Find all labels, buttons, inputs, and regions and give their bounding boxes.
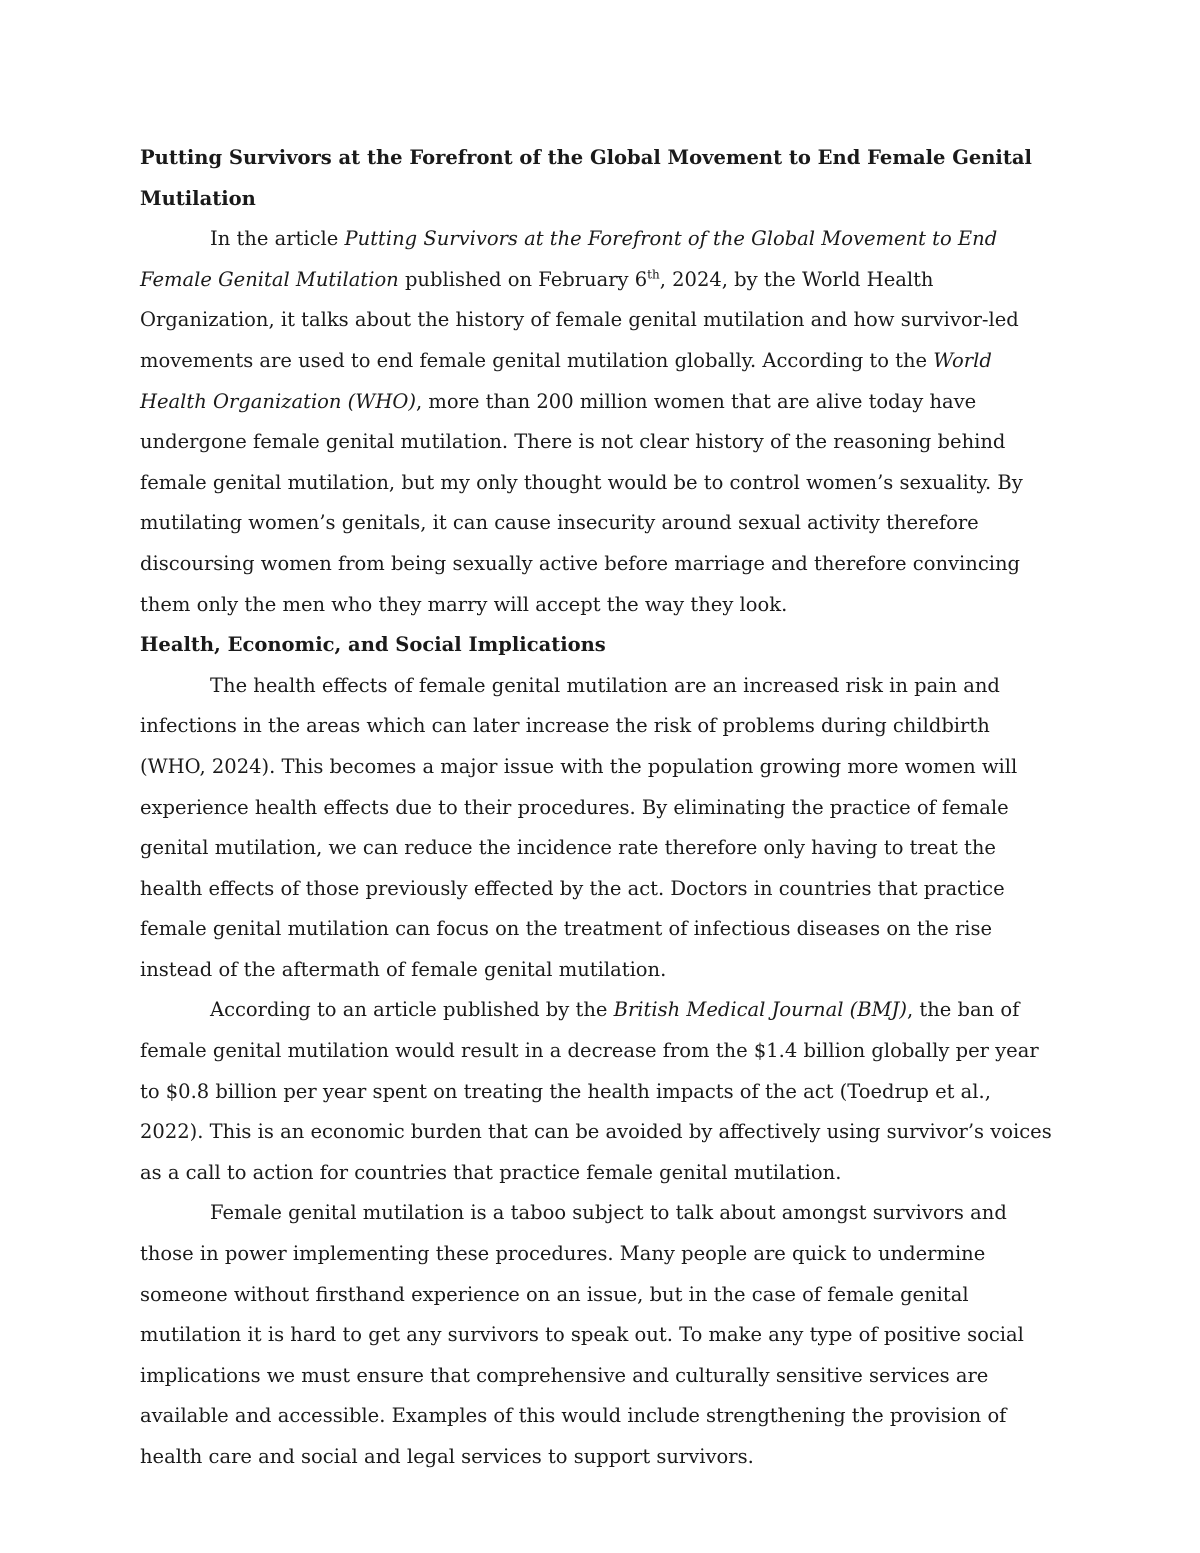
- intro-text-4: , more than 200 million women that are alive today have undergone female genital mutilation. There is not clear history of the reasoning behind female genital mutilation, but my only thought would be to control women’s sexuality. By mutilating women’s genitals, it can cause insecurity around sexual activity therefore discoursing women from being sexually active before marriage and therefore convincing them only the men who they marry will accept the way they look.: [140, 389, 1023, 616]
- intro-paragraph: [140, 219, 1060, 625]
- document-title: Putting Survivors at the Forefront of the Global Movement to End Female Genital Mutilation: [140, 146, 1032, 210]
- intro-text-3: , 2024, by the World Health Organization, it talks about the history of female genital mutilation and how survivor-led movements are used to end female genital mutilation globally. According to the: [140, 267, 1019, 372]
- social-paragraph: Female genital mutilation is a taboo subject to talk about amongst survivors and those in power implementing these procedures. Many people are quick to undermine someone without firsthand experience on an issue, but in the case of female genital mutilation it is hard to get any survivors to speak out. To make any type of positive social implications we must ensure that comprehensive and culturally sensitive services are available and accessible. Examples of this would include strengthening the provision of health care and social and legal services to support survivors.: [140, 1201, 1024, 1468]
- economic-paragraph: [140, 990, 1060, 1193]
- economic-text-1: According to an article published by the: [210, 998, 614, 1022]
- article-title-italic: Putting Survivors at the Forefront of the Global Movement to End Female Genital Mutilation: [140, 227, 998, 291]
- date-superscript: th: [647, 267, 660, 282]
- section-heading: Health, Economic, and Social Implications: [140, 633, 606, 657]
- journal-italic: British Medical Journal (BMJ): [613, 998, 907, 1022]
- intro-text-1: In the article: [210, 227, 345, 251]
- economic-text-2: , the ban of female genital mutilation would result in a decrease from the $1.4 billion globally per year to $0.8 billion per year spent on treating the health impacts of the act (Toedrup et al., 2022). This is an economic burden that can be avoided by affectively using survivor’s voices as a call to action for countries that practice female genital mutilation.: [140, 998, 1052, 1184]
- health-paragraph: The health effects of female genital mutilation are an increased risk in pain and infections in the areas which can later increase the risk of problems during childbirth (WHO, 2024). This becomes a major issue with the population growing more women will experience health effects due to their procedures. By eliminating the practice of female genital mutilation, we can reduce the incidence rate therefore only having to treat the health effects of those previously effected by the act. Doctors in countries that practice female genital mutilation can focus on the treatment of infectious diseases on the rise instead of the aftermath of female genital mutilation.: [140, 673, 1018, 981]
- document-page: [140, 138, 1060, 1478]
- who-italic: World Health Organization (WHO): [140, 348, 992, 413]
- intro-text-2: published on February 6: [398, 267, 648, 291]
